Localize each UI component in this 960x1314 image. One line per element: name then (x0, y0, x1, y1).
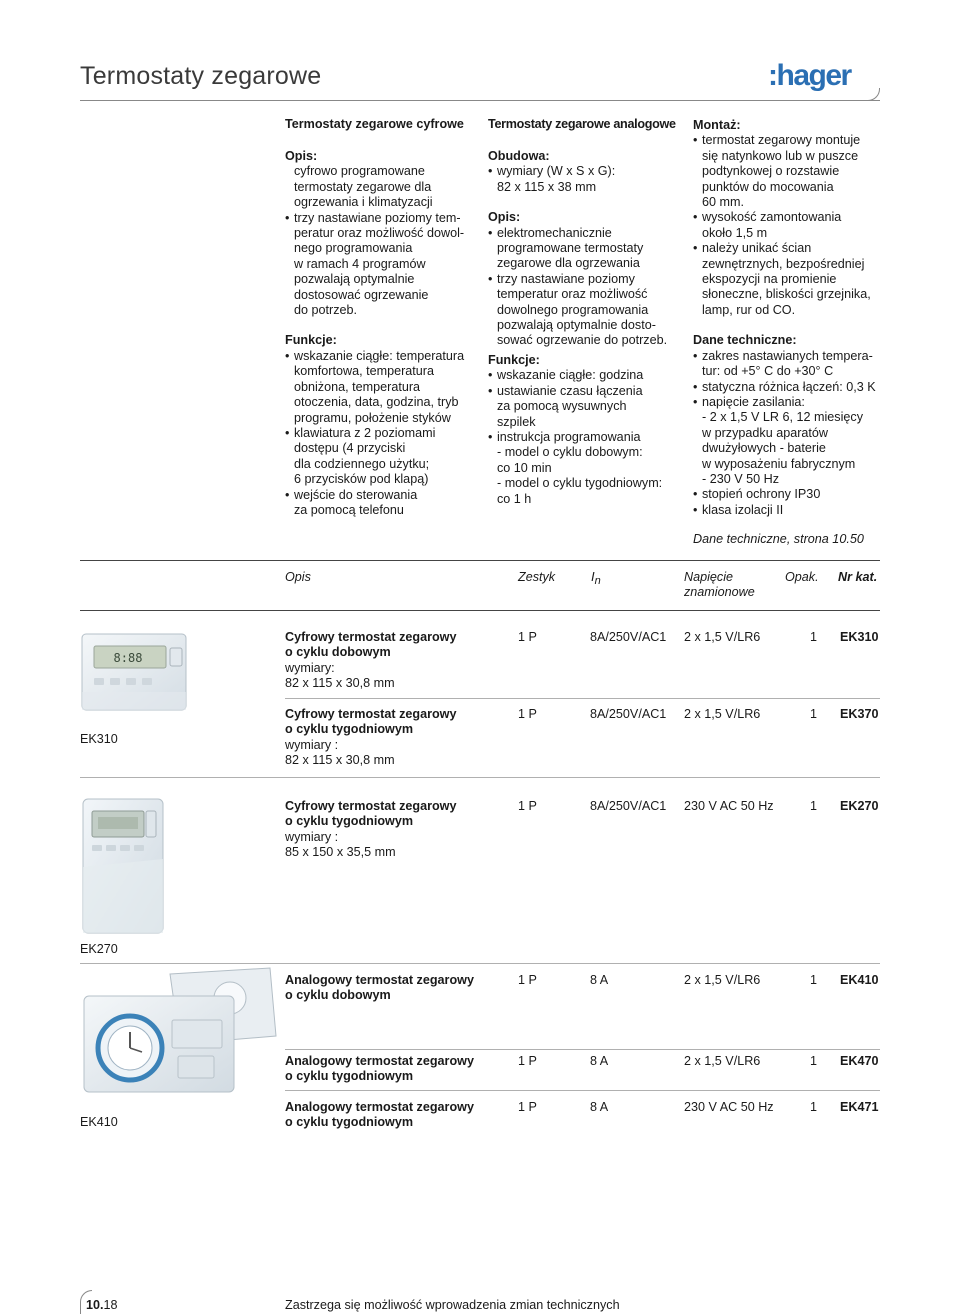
opis-list (488, 226, 688, 349)
row-ek410-opak: 1 (810, 973, 818, 987)
group-separator (80, 777, 880, 778)
list-item: • wskazanie ciągłe: temperatura komfortowa, temperatura obniżona, temperatura otoczenia, data, godzina, tryb programu, położenie styków (285, 349, 480, 426)
funkcje-title: Funkcje: (285, 333, 337, 348)
row-ek471-desc: Analogowy termostat zegarowy o cyklu tygodniowym (285, 1100, 474, 1130)
row-ek410-desc: Analogowy termostat zegarowy o cyklu dobowym (285, 973, 474, 1003)
row-ek370-desc: Cyfrowy termostat zegarowy o cyklu tygodniowym wymiary : 82 x 115 x 30,8 mm (285, 707, 457, 768)
row-ek471-zestyk: 1 P (518, 1100, 537, 1114)
list-item: • wysokość zamontowania około 1,5 m (693, 210, 883, 241)
list-item: • zakres nastawianych tempera- tur: od +5° C do +30° C (693, 349, 883, 380)
heading-analog: Termostaty zegarowe analogowe (488, 117, 676, 131)
row-separator (285, 1090, 880, 1091)
header-zestyk: Zestyk (518, 570, 556, 584)
list-item: • statyczna różnica łączeń: 0,3 K (693, 380, 883, 395)
list-item: • ustawianie czasu łączenia za pomocą wysuwnych szpilek (488, 384, 688, 430)
row-ek370-zestyk: 1 P (518, 707, 537, 721)
row-separator (285, 698, 880, 699)
header-opis: Opis (285, 570, 311, 584)
row-ek470-desc: Analogowy termostat zegarowy o cyklu tygodniowym (285, 1054, 474, 1084)
header-napiecie: Napięcie znamionowe (684, 570, 755, 600)
row-ek370-in: 8A/250V/AC1 (590, 707, 667, 721)
list-item: • klawiatura z 2 poziomami dostępu (4 przyciski dla codziennego użytku; 6 przycisków pod klapą) (285, 426, 480, 488)
list-item: cyfrowo programowane termostaty zegarowe dla ogrzewania i klimatyzacji (294, 164, 433, 210)
list-item: • należy unikać ścian zewnętrznych, bezpośredniej ekspozycji na promienie słoneczne, bliskości grzejnika, lamp, rur od CO. (693, 241, 883, 318)
list-item: • wejście do sterowania za pomocą telefonu (285, 488, 480, 519)
row-ek470-nap: 2 x 1,5 V/LR6 (684, 1054, 761, 1068)
list-item: • trzy nastawiane poziomy tem- peratur oraz możliwość dowol- nego programowania w ramach 4 programów pozwalają optymalnie dostosować ogrzewanie do potrzeb. (285, 211, 480, 319)
row-ek370-opak: 1 (810, 707, 818, 721)
heading-digital: Termostaty zegarowe cyfrowe (285, 117, 464, 131)
table-rule-top (80, 560, 880, 561)
list-item: • wskazanie ciągłe: godzina (488, 368, 688, 383)
row-ek471-opak: 1 (810, 1100, 818, 1114)
opis-title: Opis: (285, 149, 318, 163)
row-ek270-desc: Cyfrowy termostat zegarowy o cyklu tygodniowym wymiary : 85 x 150 x 35,5 mm (285, 799, 457, 860)
product-label-ek410: EK410 (80, 1115, 118, 1129)
footer-note: Zastrzega się możliwość wprowadzenia zmian technicznych (285, 1298, 620, 1312)
row-ek471-nap: 230 V AC 50 Hz (684, 1100, 774, 1114)
dane-reference-link[interactable]: Dane techniczne, strona 10.50 (693, 532, 864, 546)
column-analog (488, 116, 688, 507)
list-item: • instrukcja programowania (488, 430, 688, 445)
row-ek310-desc: Cyfrowy termostat zegarowy o cyklu dobowym wymiary: 82 x 115 x 30,8 mm (285, 630, 457, 691)
product-label-ek270: EK270 (80, 942, 118, 956)
list-item: • elektromechanicznie programowane termostaty zegarowe dla ogrzewania (488, 226, 688, 272)
row-ek270-nap: 230 V AC 50 Hz (684, 799, 774, 813)
list-item: - 2 x 1,5 V LR 6, 12 miesięcy w przypadku aparatów dwużyłowych - baterie w wyposażeniu fabrycznym (702, 410, 863, 471)
row-ek410-zestyk: 1 P (518, 973, 537, 987)
row-ek410-nr: EK410 (840, 973, 879, 987)
header-rule (80, 100, 880, 101)
list-item: • termostat zegarowy montuje się natynkowo lub w puszce podtynkowej o rozstawie punktów do mocowania 60 mm. (693, 133, 883, 210)
row-ek310-nap: 2 x 1,5 V/LR6 (684, 630, 761, 644)
montaz-title: Montaż: (693, 118, 741, 132)
hager-logo (768, 58, 864, 94)
funkcje-title: Funkcje: (488, 352, 540, 367)
row-separator (285, 1049, 880, 1050)
row-ek470-zestyk: 1 P (518, 1054, 537, 1068)
row-ek370-nr: EK370 (840, 707, 879, 721)
list-item: - 230 V 50 Hz (702, 471, 780, 486)
row-ek310-zestyk: 1 P (518, 630, 537, 644)
row-ek470-in: 8 A (590, 1054, 609, 1068)
funkcje-list (488, 368, 688, 507)
dane-list (693, 349, 883, 518)
row-ek270-nr: EK270 (840, 799, 879, 813)
column-digital (285, 116, 480, 518)
row-ek310-opak: 1 (810, 630, 818, 644)
row-ek310-nr: EK310 (840, 630, 879, 644)
list-item: • klasa izolacji II (693, 503, 883, 518)
analog-thermostat-image (80, 966, 280, 1096)
row-ek410-in: 8 A (590, 973, 609, 987)
product-label-ek310: EK310 (80, 732, 118, 746)
list-item: • stopień ochrony IP30 (693, 487, 883, 502)
montaz-list (693, 133, 883, 318)
row-ek270-opak: 1 (810, 799, 818, 813)
row-ek270-zestyk: 1 P (518, 799, 537, 813)
page-number: 10.18 (86, 1298, 118, 1312)
opis-list (285, 164, 480, 318)
page-title: Termostaty zegarowe (80, 62, 322, 90)
list-item: • trzy nastawiane poziomy temperatur oraz możliwość dowolnego programowania pozwalają optymalnie dosto- sować ogrzewanie do potrzeb. (488, 272, 688, 349)
svg-text:8:88: 8:88 (113, 651, 143, 665)
obudowa-title: Obudowa: (488, 149, 550, 163)
header-in: $I_n$ (591, 569, 601, 587)
digital-thermostat-daily-image (80, 632, 190, 714)
row-ek471-nr: EK471 (840, 1100, 879, 1114)
header-nrkat: Nr kat. (838, 570, 878, 584)
column-mounting (693, 118, 883, 518)
obudowa-list (488, 164, 688, 195)
row-ek470-opak: 1 (810, 1054, 818, 1068)
hager-logo-text: :hager (768, 59, 851, 92)
group-separator (80, 963, 880, 964)
row-ek470-nr: EK470 (840, 1054, 879, 1068)
row-ek270-in: 8A/250V/AC1 (590, 799, 667, 813)
row-ek370-nap: 2 x 1,5 V/LR6 (684, 707, 761, 721)
list-item: • wymiary (W x S x G): 82 x 115 x 38 mm (488, 164, 688, 195)
list-item: • napięcie zasilania: (693, 395, 883, 410)
header-opak: Opak. (785, 570, 819, 584)
row-ek310-in: 8A/250V/AC1 (590, 630, 667, 644)
row-ek410-nap: 2 x 1,5 V/LR6 (684, 973, 761, 987)
list-item: - model o cyklu dobowym: co 10 min (497, 445, 643, 475)
funkcje-list (285, 349, 480, 518)
opis-title: Opis: (488, 210, 521, 225)
digital-thermostat-weekly-image (80, 797, 168, 937)
list-item: - model o cyklu tygodniowym: co 1 h (497, 476, 663, 506)
table-rule-mid (80, 610, 880, 611)
row-ek471-in: 8 A (590, 1100, 609, 1114)
dane-title: Dane techniczne: (693, 333, 797, 348)
